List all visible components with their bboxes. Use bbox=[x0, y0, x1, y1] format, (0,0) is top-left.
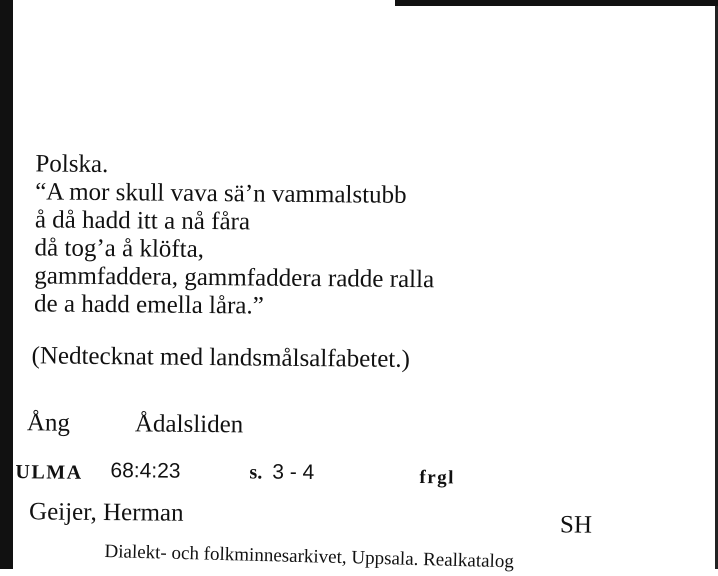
verse-line: då tog’a å klöfta, bbox=[34, 234, 205, 263]
verse-line: å då hadd itt a nå fåra bbox=[34, 206, 251, 236]
village-name: Ådalsliden bbox=[134, 410, 244, 439]
record-number: 68:4:23 bbox=[110, 459, 181, 483]
transcription-note: (Nedtecknat med landsmålsalfabetet.) bbox=[31, 342, 411, 373]
verse-line: “A mor skull vava sä’n vammalstubb bbox=[35, 178, 407, 209]
parish-name: Ång bbox=[26, 409, 71, 437]
verse-line: gammfaddera, gammfaddera radde ralla bbox=[34, 262, 435, 294]
archive-code: ULMA bbox=[15, 461, 83, 484]
song-title: Polska. bbox=[35, 150, 109, 179]
song-text bbox=[34, 150, 435, 322]
collector-initials: SH bbox=[559, 511, 593, 539]
collector-name: Geijer, Herman bbox=[28, 498, 184, 527]
genre-code: frgl bbox=[419, 467, 456, 489]
archive-footer: Dialekt- och folkminnesarkivet, Uppsala. Realkatalog bbox=[104, 541, 515, 573]
page-range bbox=[249, 460, 314, 485]
pages-value: 3 - 4 bbox=[272, 460, 315, 485]
verse-line: de a hadd emella låra.” bbox=[33, 290, 264, 320]
pages-prefix: s. bbox=[249, 461, 263, 484]
